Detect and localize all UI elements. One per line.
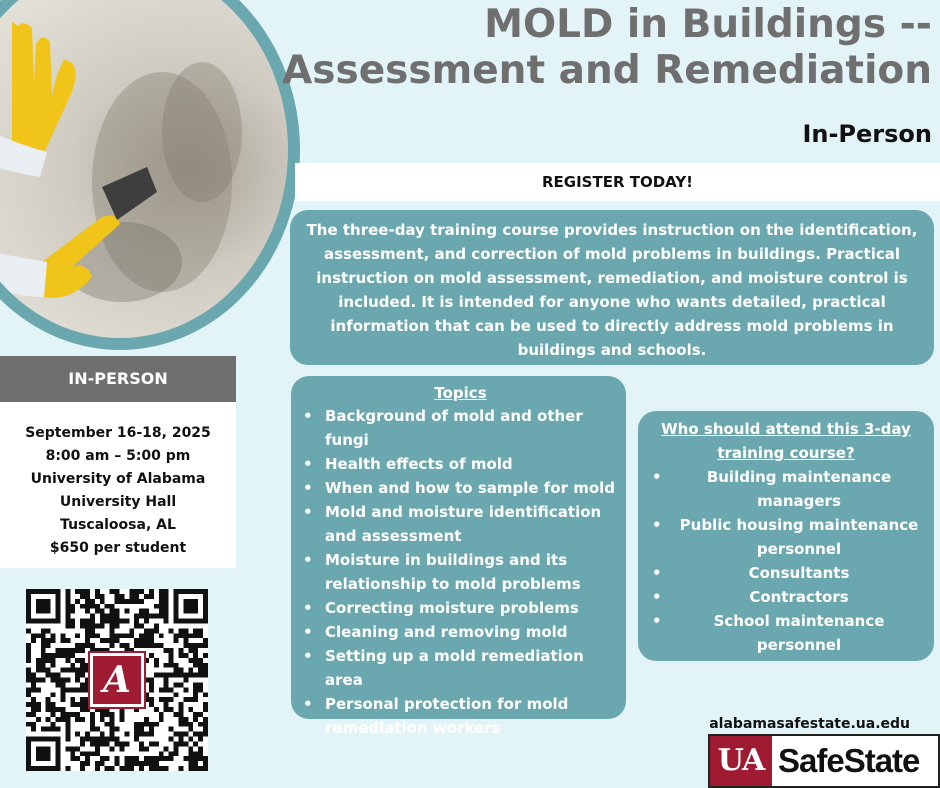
- list-item: • Cleaning and removing mold: [301, 620, 620, 644]
- ua-script-a-logo: A: [90, 653, 144, 707]
- list-item: • Setting up a mold remediation area: [301, 644, 620, 692]
- list-item: • Correcting moisture problems: [301, 596, 620, 620]
- register-banner: REGISTER TODAY!: [295, 163, 940, 201]
- audience-heading: Who should attend this 3-day training course?: [661, 420, 911, 462]
- session-header: IN-PERSON: [0, 356, 236, 402]
- ua-safestate-logo: [708, 734, 940, 788]
- mold-cleaning-photo: [0, 0, 288, 338]
- title-line-1: MOLD in Buildings --: [484, 2, 932, 47]
- session-dates: September 16-18, 2025: [25, 425, 211, 441]
- mold-wall-illustration: [0, 0, 288, 338]
- hero-photo-frame: [0, 0, 300, 350]
- list-item: • Moisture in buildings and its relationship to mold problems: [301, 548, 620, 596]
- title-line-2: Assessment and Remediation: [282, 48, 932, 93]
- website-link[interactable]: alabamasafestate.ua.edu: [709, 716, 910, 732]
- list-item: • Consultants: [648, 561, 924, 585]
- session-details: [0, 402, 236, 568]
- session-price: $650 per student: [49, 540, 187, 556]
- list-item: • Contractors: [648, 585, 924, 609]
- logo-ua-mark: UA: [710, 736, 772, 786]
- course-description: The three-day training course provides instruction on the identification, assessment, and correction of mold problems in buildings. Practical instruction on mold assessment, remediation, and moisture control is included. It is intended for anyone who wants detailed, practical information that can be used to directly address mold problems in buildings and schools.: [290, 210, 934, 365]
- session-venue-1: University of Alabama: [30, 471, 206, 487]
- list-item: • Public housing maintenance personnel: [648, 513, 924, 561]
- list-item: • Health effects of mold: [301, 452, 620, 476]
- list-item: • School maintenance personnel: [648, 609, 924, 657]
- topics-list: [301, 404, 620, 740]
- session-time: 8:00 am – 5:00 pm: [45, 448, 191, 464]
- topics-panel: [291, 376, 626, 737]
- session-venue-2: University Hall: [59, 494, 177, 510]
- list-item: • Personal protection for mold remediation workers: [301, 692, 620, 740]
- list-item: • Building maintenance managers: [648, 465, 924, 513]
- page-title: [272, 2, 932, 94]
- audience-panel: [638, 411, 934, 661]
- list-item: • When and how to sample for mold: [301, 476, 620, 500]
- list-item: • Mold and moisture identification and assessment: [301, 500, 620, 548]
- session-city: Tuscaloosa, AL: [60, 517, 176, 533]
- page-subtitle: In-Person: [802, 120, 932, 148]
- topics-heading: Topics: [434, 384, 487, 402]
- registration-qr-code[interactable]: [26, 589, 208, 771]
- logo-safestate-text: SafeState: [778, 742, 920, 779]
- audience-list: [648, 465, 924, 657]
- list-item: • Background of mold and other fungi: [301, 404, 620, 452]
